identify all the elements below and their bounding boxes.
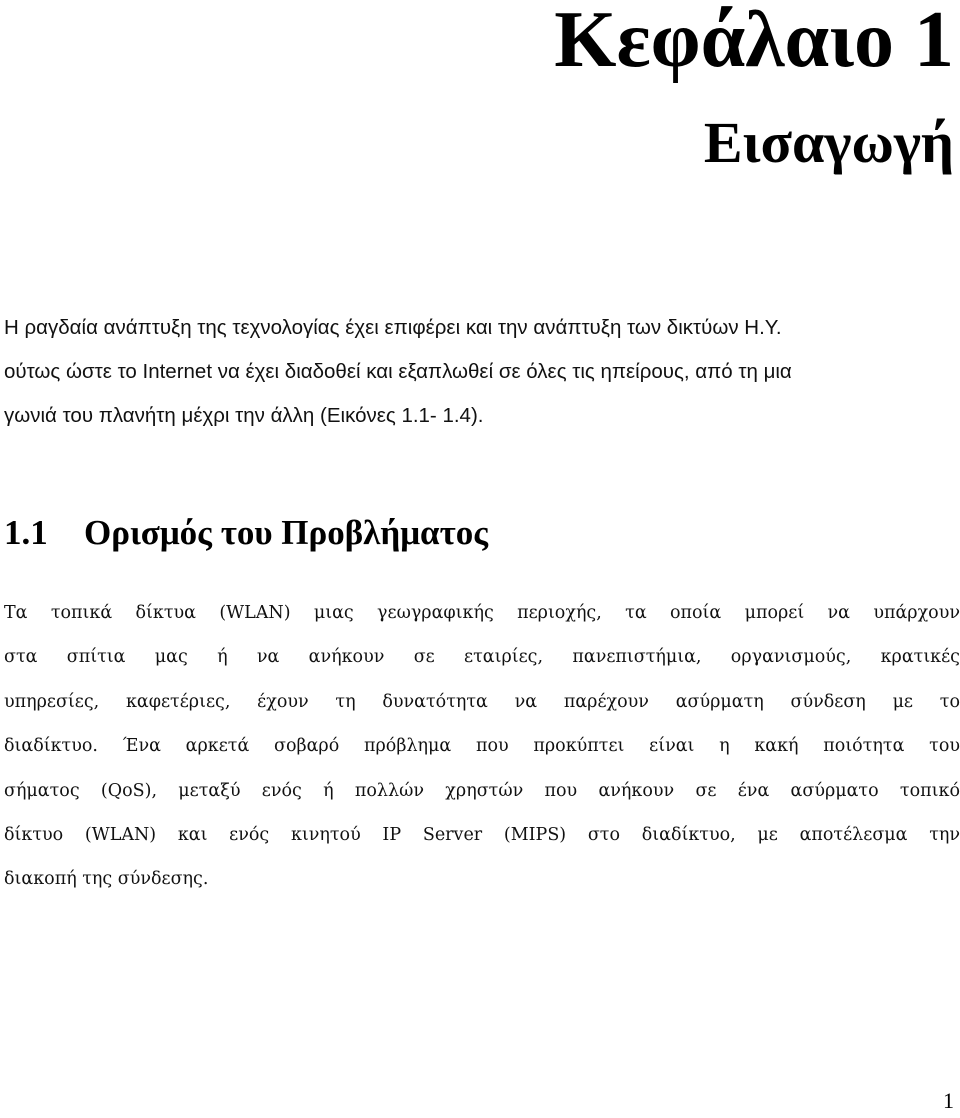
intro-line: ούτως ώστε το Internet να έχει διαδοθεί και εξαπλωθεί σε όλες τις ηπείρους, από τη μια [4, 360, 792, 383]
paragraph-line: δίκτυο (WLAN) και ενός κινητού IP Server (MIPS) στο διαδίκτυο, με αποτέλεσμα την [4, 825, 960, 846]
chapter-subtitle: Εισαγωγή [703, 110, 954, 175]
section-number: 1.1 [4, 513, 48, 552]
intro-paragraph [4, 306, 960, 438]
paragraph-line: Τα τοπικά δίκτυα (WLAN) μιας γεωγραφικής περιοχής, τα οποία μπορεί να υπάρχουν [4, 603, 960, 623]
section-title: Ορισμός του Προβλήματος [84, 513, 488, 552]
paragraph-line: σήματος (QoS), μεταξύ ενός ή πολλών χρηστών που ανήκουν σε ένα ασύρματο τοπικό [4, 780, 960, 801]
intro-line: γωνιά του πλανήτη μέχρι την άλλη (Εικόνες 1.1- 1.4). [4, 404, 484, 427]
chapter-title: Κεφάλαιο 1 [554, 0, 954, 84]
paragraph-line: διαδίκτυο. Ένα αρκετά σοβαρό πρόβλημα που προκύπτει είναι η κακή ποιότητα του [4, 736, 960, 757]
page-number: 1 [943, 1088, 954, 1113]
section-paragraph [4, 591, 960, 902]
section-heading [4, 505, 488, 561]
paragraph-line: υπηρεσίες, καφετέριες, έχουν τη δυνατότητα να παρέχουν ασύρματη σύνδεση με το [4, 691, 960, 712]
paragraph-line: στα σπίτια μας ή να ανήκουν σε εταιρίες, πανεπιστήμια, οργανισμούς, κρατικές [4, 647, 960, 668]
paragraph-line: διακοπή της σύνδεσης. [4, 869, 209, 890]
intro-line: Η ραγδαία ανάπτυξη της τεχνολογίας έχει επιφέρει και την ανάπτυξη των δικτύων Η.Υ. [4, 316, 782, 339]
